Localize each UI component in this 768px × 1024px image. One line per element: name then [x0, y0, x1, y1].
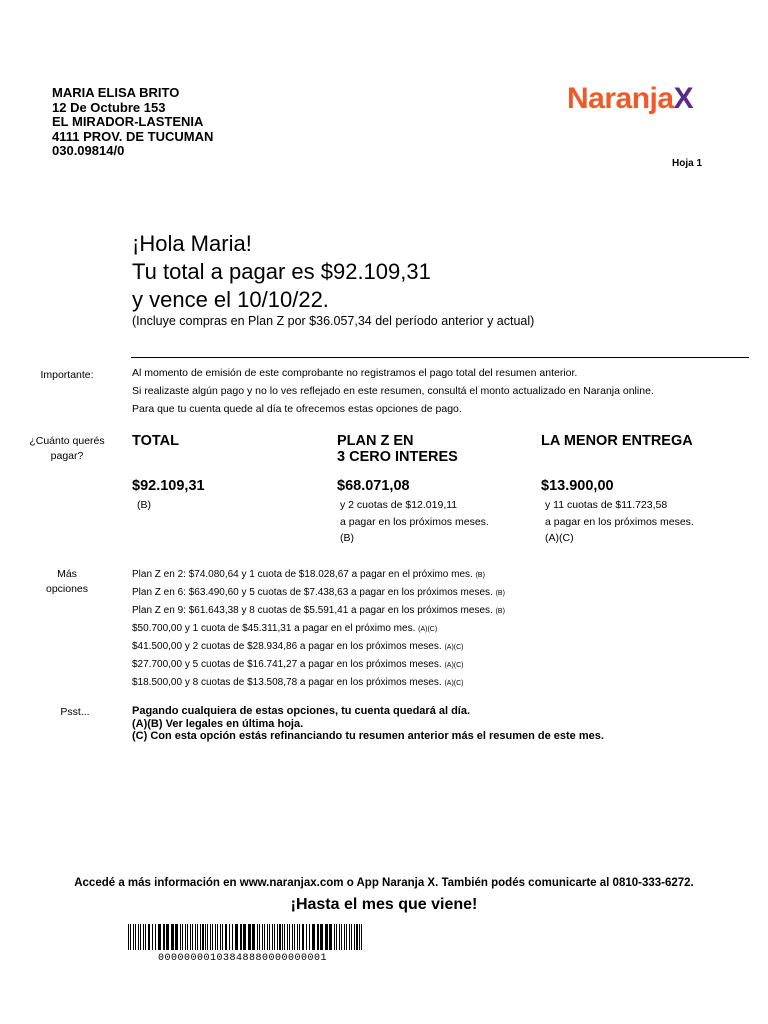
barcode-bar — [267, 924, 268, 950]
barcode-bar — [299, 924, 300, 950]
mas-opciones-label-line: opciones — [45, 583, 89, 595]
barcode-bar — [135, 924, 136, 950]
barcode-bar — [312, 924, 315, 950]
planz-note: (B) — [340, 532, 354, 544]
barcode-bar — [187, 924, 188, 950]
planz-head-line: PLAN Z EN — [337, 433, 414, 449]
importante-text — [132, 364, 654, 418]
importante-line: Si realizaste algún pago y no lo ves reflejado en este resumen, consultá el monto actualizado en Naranja online. — [132, 385, 654, 397]
option-text: $41.500,00 y 2 cuotas de $28.934,86 a pagar en los próximos meses. — [132, 641, 442, 652]
menor-option-detail — [545, 497, 694, 547]
menor-detail-line: a pagar en los próximos meses. — [545, 515, 694, 528]
barcode-bar — [356, 924, 358, 950]
option-text: $50.700,00 y 1 cuota de $45.311,31 a pagar en el próximo mes. — [132, 623, 416, 634]
option-item — [132, 638, 505, 656]
barcode-bar — [182, 924, 183, 950]
footer-closing: ¡Hasta el mes que viene! — [290, 896, 478, 913]
barcode-bar — [272, 924, 273, 950]
planz-detail-line: a pagar en los próximos meses. — [340, 515, 489, 528]
barcode-bar — [259, 924, 260, 950]
barcode-bar — [306, 924, 307, 950]
barcode-bar — [294, 924, 295, 950]
option-tag: (A)(C) — [444, 644, 464, 651]
barcode-bar — [264, 924, 265, 950]
barcode-bar — [282, 924, 283, 950]
option-tag: (B) — [495, 608, 505, 615]
barcode-bar — [320, 924, 323, 950]
menor-option-head: LA MENOR ENTREGA — [541, 433, 693, 449]
barcode-bar — [217, 924, 218, 950]
option-tag: (A)(C) — [418, 626, 438, 633]
barcode-bar — [346, 924, 347, 950]
barcode-bar — [232, 924, 233, 950]
barcode — [128, 924, 364, 950]
total-option-head: TOTAL — [132, 433, 179, 449]
greeting-hello: ¡Hola Maria! — [132, 231, 252, 256]
barcode-bar — [289, 924, 290, 950]
barcode-bar — [143, 924, 144, 950]
barcode-bar — [317, 924, 319, 950]
barcode-bar — [205, 924, 206, 950]
barcode-bar — [359, 924, 360, 950]
logo-x: X — [673, 82, 694, 115]
barcode-bar — [269, 924, 270, 950]
barcode-bar — [152, 924, 153, 950]
barcode-bar — [252, 924, 255, 950]
barcode-bar — [349, 924, 350, 950]
barcode-bar — [145, 924, 146, 950]
option-item — [132, 602, 505, 620]
barcode-bar — [243, 924, 246, 950]
barcode-bar — [257, 924, 258, 950]
barcode-bar — [140, 924, 141, 950]
barcode-bar — [138, 924, 139, 950]
greeting-includes: (Incluye compras en Plan Z por $36.057,34 del período anterior y actual) — [132, 314, 535, 328]
barcode-bar — [200, 924, 201, 950]
barcode-bar — [344, 924, 345, 950]
barcode-bar — [133, 924, 134, 950]
planz-detail-line: y 2 cuotas de $12.019,11 — [340, 499, 458, 511]
barcode-bar — [329, 924, 332, 950]
option-item — [132, 620, 505, 638]
barcode-bar — [235, 924, 238, 950]
barcode-bar — [279, 924, 281, 950]
barcode-bar — [212, 924, 213, 950]
total-option-note: (B) — [137, 499, 151, 511]
barcode-bar — [215, 924, 216, 950]
recipient-locality: EL MIRADOR-LASTENIA — [52, 114, 204, 129]
barcode-bar — [207, 924, 208, 950]
barcode-bar — [155, 924, 156, 950]
barcode-bar — [225, 924, 227, 950]
barcode-bar — [229, 924, 230, 950]
planz-option-detail — [340, 497, 489, 547]
barcode-bar — [339, 924, 340, 950]
page-number: Hoja 1 — [672, 158, 703, 169]
planz-option-amount: $68.071,08 — [337, 478, 410, 494]
option-text: Plan Z en 9: $61.643,38 y 8 cuotas de $5.591,41 a pagar en los próximos meses. — [132, 605, 493, 616]
barcode-bar — [297, 924, 298, 950]
barcode-bar — [180, 924, 181, 950]
cuanto-label-line: ¿Cuánto querés — [29, 435, 105, 447]
psst-line: Pagando cualquiera de estas opciones, tu cuenta quedará al día. — [132, 705, 471, 717]
option-text: Plan Z en 6: $63.490,60 y 5 cuotas de $7.438,63 a pagar en los próximos meses. — [132, 587, 493, 598]
psst-label: Psst... — [60, 706, 90, 718]
importante-line: Al momento de emisión de este comprobante no registramos el pago total del resumen anterior. — [132, 367, 578, 379]
barcode-bar — [190, 924, 191, 950]
mas-opciones-list — [132, 566, 505, 692]
barcode-bar — [309, 924, 310, 950]
option-tag: (B) — [475, 572, 485, 579]
barcode-bar — [284, 924, 285, 950]
recipient-name: MARIA ELISA BRITO — [52, 85, 180, 100]
option-item — [132, 656, 505, 674]
barcode-bar — [277, 924, 278, 950]
barcode-bar — [240, 924, 242, 950]
barcode-bar — [334, 924, 335, 950]
menor-option-amount: $13.900,00 — [541, 478, 614, 494]
barcode-bar — [197, 924, 198, 950]
planz-head-line: 3 CERO INTERES — [337, 449, 458, 465]
barcode-bar — [361, 924, 362, 950]
mas-opciones-label — [22, 567, 112, 597]
barcode-number: 00000000103848880000000001 — [158, 953, 328, 964]
option-item — [132, 566, 505, 584]
barcode-bar — [202, 924, 204, 950]
greeting-block — [132, 230, 431, 314]
total-option-amount: $92.109,31 — [132, 478, 205, 494]
divider — [131, 357, 749, 358]
barcode-bar — [185, 924, 186, 950]
naranjax-logo — [567, 82, 693, 116]
option-text: Plan Z en 2: $74.080,64 y 1 cuota de $18.028,67 a pagar en el próximo mes. — [132, 569, 473, 580]
importante-label: Importante: — [40, 369, 94, 381]
logo-text: Naranja — [567, 82, 674, 115]
barcode-bar — [248, 924, 251, 950]
option-tag: (A)(C) — [444, 662, 464, 669]
barcode-bar — [163, 924, 165, 950]
barcode-bar — [192, 924, 193, 950]
psst-line: (C) Con esta opción estás refinanciando tu resumen anterior más el resumen de este mes. — [132, 730, 604, 742]
recipient-address — [52, 86, 213, 159]
barcode-bar — [351, 924, 352, 950]
planz-option-head — [337, 433, 458, 465]
barcode-bar — [354, 924, 355, 950]
menor-detail-line: y 11 cuotas de $11.723,58 — [545, 499, 668, 511]
barcode-bar — [341, 924, 342, 950]
barcode-bar — [175, 924, 178, 950]
cuanto-label-line: pagar? — [50, 450, 84, 462]
barcode-bar — [158, 924, 161, 950]
psst-text — [132, 705, 604, 743]
barcode-bar — [148, 924, 150, 950]
barcode-bar — [325, 924, 328, 950]
recipient-street: 12 De Octubre 153 — [52, 99, 166, 115]
option-tag: (A)(C) — [444, 680, 464, 687]
option-item — [132, 674, 505, 692]
footer-info: Accedé a más información en www.naranjax.com o App Naranja X. También podés comunicarte al 0810-333-6272. — [74, 877, 694, 889]
option-text: $27.700,00 y 5 cuotas de $16.741,27 a pagar en los próximos meses. — [132, 659, 442, 670]
barcode-bar — [171, 924, 174, 950]
barcode-bar — [210, 924, 211, 950]
barcode-bar — [222, 924, 223, 950]
barcode-bar — [130, 924, 131, 950]
recipient-account: 030.09814/0 — [52, 143, 125, 158]
option-tag: (B) — [495, 590, 505, 597]
option-text: $18.500,00 y 8 cuotas de $13.508,78 a pagar en los próximos meses. — [132, 677, 442, 688]
barcode-bar — [274, 924, 275, 950]
barcode-bar — [302, 924, 304, 950]
barcode-bar — [128, 924, 129, 950]
barcode-bar — [195, 924, 196, 950]
psst-line: (A)(B) Ver legales en última hoja. — [132, 717, 304, 730]
greeting-due: y vence el 10/10/22. — [132, 287, 329, 312]
barcode-bar — [287, 924, 288, 950]
importante-line: Para que tu cuenta quede al día te ofrecemos estas opciones de pago. — [132, 403, 462, 415]
greeting-total: Tu total a pagar es $92.109,31 — [132, 259, 431, 284]
barcode-bar — [292, 924, 293, 950]
recipient-postal: 4111 PROV. DE TUCUMAN — [52, 128, 214, 144]
menor-note: (A)(C) — [545, 532, 574, 544]
mas-opciones-label-line: Más — [57, 568, 77, 580]
barcode-bar — [336, 924, 337, 950]
barcode-bar — [262, 924, 263, 950]
barcode-bar — [166, 924, 169, 950]
cuanto-label — [12, 434, 122, 464]
option-item — [132, 584, 505, 602]
barcode-bar — [220, 924, 221, 950]
